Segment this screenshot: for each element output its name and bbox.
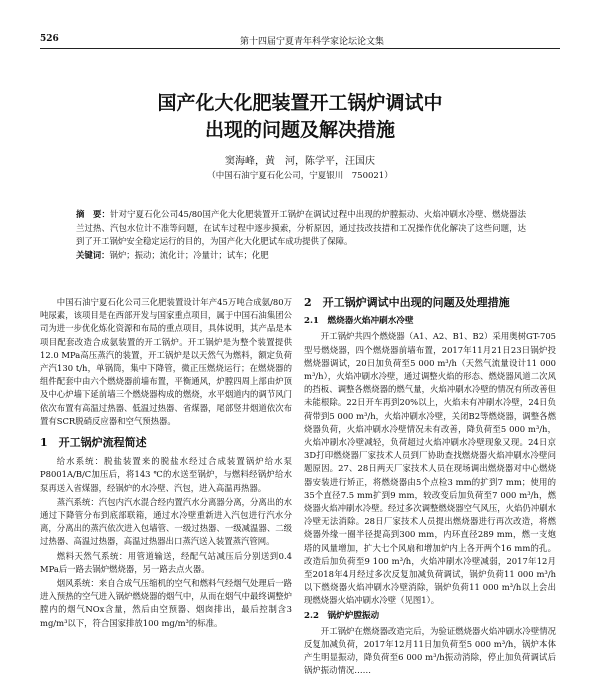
intro-paragraph: 中国石油宁夏石化公司三化肥装置设计年产45万吨合成氨/80万吨尿素，该项目是在西部开发与国家重点项目，属于中国石油集团公司为进一步优化炼化资源和布局的重点项目，具体说明，其产品是本项目配套改造合成氨装置的开工锅炉。开工锅炉是为整个装置提供12.0 MPa高压蒸汽的装置，开工锅炉是以天然气为燃料，额定负荷产汽130 t/h，单锅筒，集中下降管，微正压燃烧运行；在燃烧器的组件配套中由六个燃烧器前墙布置，平衡通风，炉膛四周上部由炉顶及中心炉墙下延前墙三个燃烧器构成的燃烧，水平烟道内的调节风门依次布置有高温过热器、低温过热器、省煤器，尾部竖井烟道依次布置有SCR脱硝反应器和空气预热器。 xyxy=(40,297,292,426)
section-2-heading: 2 开工锅炉调试中出现的问题及处理措施 xyxy=(304,296,510,309)
abstract-label: 摘 要： xyxy=(76,209,111,219)
author-list: 窦海峰，黄 河，陈学平，汪国庆 xyxy=(225,156,375,167)
keywords-label: 关键词： xyxy=(76,249,110,260)
keywords xyxy=(76,249,526,263)
abstract-text: 针对宁夏石化公司45/80国产化大化肥装置开工锅炉在调试过程中出现的炉膛振动、火焰冲刷水冷壁、燃烧器法兰过热、汽包水位计不准等问题，在试车过程中逐步摸索，分析原因，通过技改技措和工况操作优化解决了这些问题，达到了开工锅炉安全稳定运行的目的，为国产化大化肥试车成功提供了保障。 xyxy=(76,209,527,246)
flue-gas-paragraph: 烟风系统：来自合成气压缩机的空气和燃料气经烟气处理后一路进入预热的空气进入锅炉燃烧器的烟气中，从而在烟气中最终调整炉膛内的烟气NOx含量，然后由空预器、烟囱排出，最后控制含3 mg/m³以下，符合国家排放100 mg/m³的标准。 xyxy=(40,578,292,628)
section-1-heading: 1 开工锅炉流程简述 xyxy=(40,436,147,450)
right-column xyxy=(304,296,556,679)
flame-paragraph: 开工锅炉共四个燃烧器（A1、A2、B1、B2）采用奥树GT-705型号燃烧器，四个燃烧器前墙布置，2017年11月21日23日锅炉投燃烧器调试，20日加负荷至5 000 m³/h（天然气流量设计11 000 m³/h），火焰冲刷水冷壁，通过调整火焰的形态、燃烧器风道二次风的挡板、调整各燃烧器的燃气量，火焰冲刷水冷壁的情况有所改善但未能根除。22日开车再到20%以上，火焰未有冲刷水冷壁，24日负荷带到5 000 m³/h，火焰冲刷水冷壁，关闭B2等燃烧器，调整各燃烧器负荷，火焰冲刷水冷壁情况未有改善，降负荷至5 000 m³/h，火焰冲刷水冷壁减轻，负荷超过火焰冲刷水冷壁现象又现。24日京3D打印燃烧器厂家技术人员到厂协助查找燃烧器火焰冲刷水冷壁问题原因。27、28日两天厂家技术人员在现场调出燃烧器对中心燃烧器安装进行矫正，将燃烧器由5个点检3 mm的扩到7 mm；使用的35个直径7.5 mm扩到9 mm，较改变后加负荷至7 000 m³/h，燃烧器火焰冲刷水冷壁。经过多次调整燃烧器空气风压，火焰仍冲刷水冷壁无法消除。28日厂家技术人员提出燃烧器进行再次改造，将燃烧器外缘一圈半径提高到300 mm，内环直径289 mm，燃一支炮塔的风量增加，扩大七个风扇和增加炉内上各开两个16 mm的孔。改造后加负荷至9 100 m³/h，火焰冲刷水冷壁减弱，2017年12月至2018年4月经过多次反复加减负荷调试，锅炉负荷11 000 m³/h以下燃烧器火焰冲刷水冷壁消除，锅炉负荷11 000 m³/h以上会出现燃烧器火焰冲刷水冷壁（见图1）。 xyxy=(304,331,556,606)
vibration-paragraph: 开工锅炉在燃烧器改造完后，为验证燃烧器火焰冲刷水冷壁情况反复加减负荷，2017年12月11日加负荷至5 000 m³/h，锅炉本体产生明显振动，降负荷至6 000 m³/h振动消除，停止加负荷调试后锅炉振动情况…… xyxy=(304,625,556,676)
title-line-2: 出现的问题及解决措施 xyxy=(204,119,395,141)
fuel-gas-paragraph: 燃料天然气系统：用管道输送，经配气站减压后分别送到0.4 MPa后一路去锅炉燃烧器，另一路去点火器。 xyxy=(40,550,292,574)
steam-paragraph: 蒸汽系统：汽包内汽水混合经内置汽水分离器分离，分离出的水通过下降管分布到底部联箱，通过水冷壁重新进入汽包进行汽水分离，分离出的蒸汽依次进入包墙管、一级过热器、一级减温器、二级过热器、高温过热器，高温过热器出口蒸汽送入装置蒸汽管网。 xyxy=(40,496,292,547)
feedwater-paragraph: 给水系统：脱盐装置来的脱盐水经过合成装置锅炉给水泵P8001A/B/C加压后，将143 ℃的水送至锅炉，与燃料经锅炉给水泵再送入省煤器，经锅炉的水冷壁、汽包，进入高温再热器。 xyxy=(40,456,292,493)
affiliation: （中国石油宁夏石化公司，宁夏银川 750021） xyxy=(207,171,393,181)
abstract-body xyxy=(76,208,526,249)
subsection-2-1-heading: 2.1 燃烧器火焰冲刷水冷壁 xyxy=(304,316,414,327)
subsection-2-2-heading: 2.2 锅炉炉膛振动 xyxy=(304,610,380,621)
running-header xyxy=(40,30,560,49)
abstract xyxy=(76,208,526,262)
page-number: 526 xyxy=(40,34,59,44)
article-title xyxy=(0,90,600,144)
title-line-1: 国产化大化肥装置开工锅炉调试中 xyxy=(157,92,443,114)
left-column xyxy=(40,296,292,631)
keywords-text: 锅炉；振动；流化计；冷量计；试车；化肥 xyxy=(109,249,269,260)
journal-name: 第十四届宁夏青年科学家论坛论文集 xyxy=(240,37,385,47)
